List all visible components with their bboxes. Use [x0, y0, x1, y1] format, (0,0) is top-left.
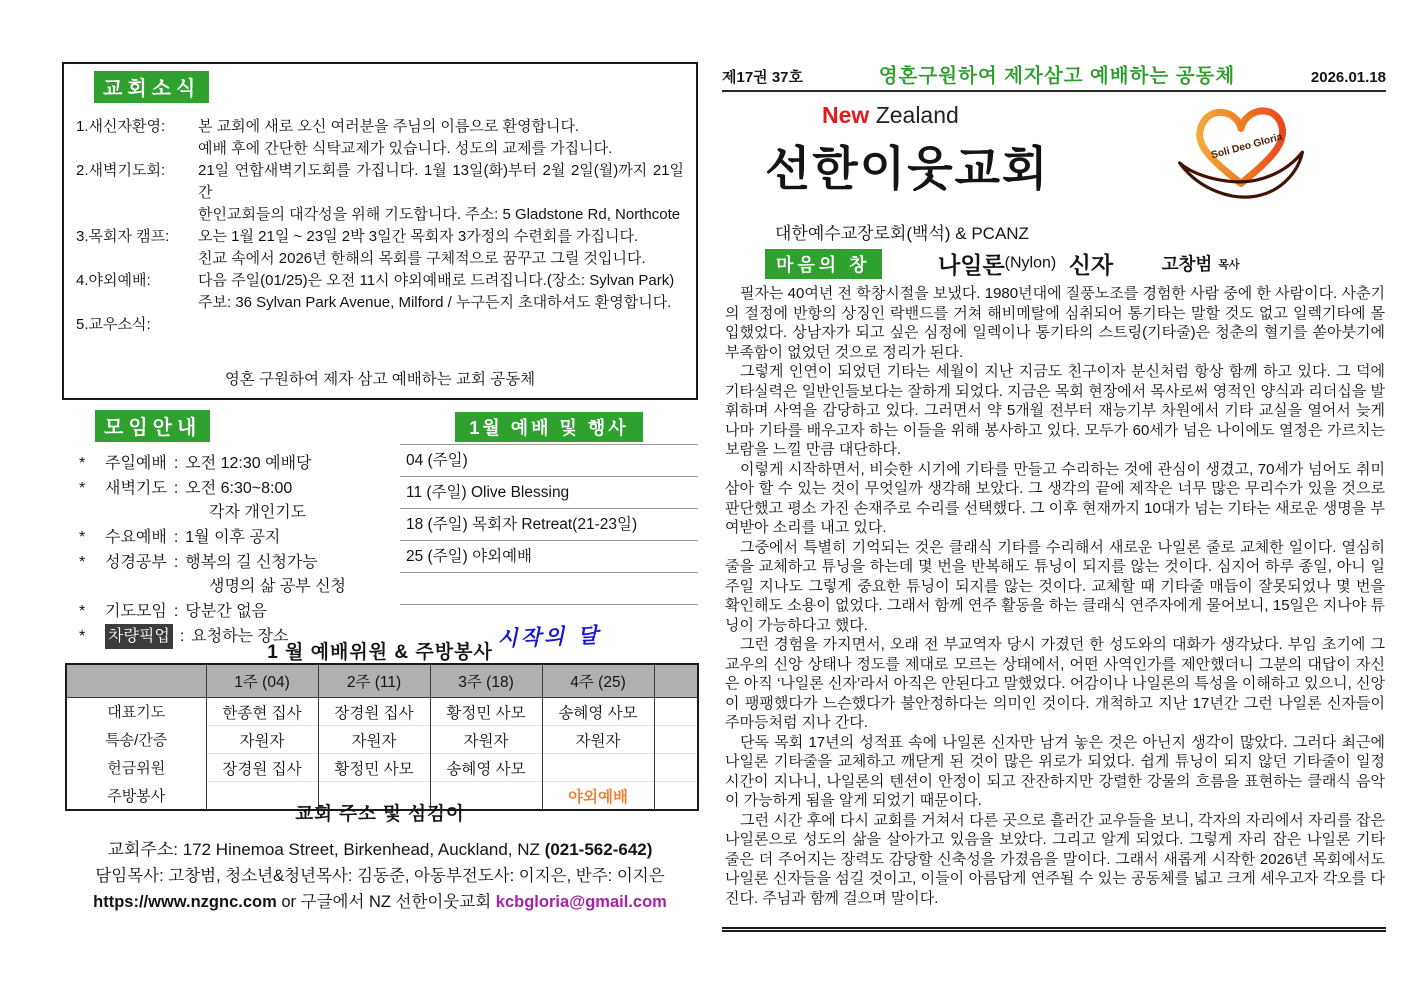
- web-line: [62, 889, 698, 915]
- masthead-header-row: [722, 60, 1386, 88]
- church-phone: (021-562-642): [544, 840, 653, 859]
- meeting-item: [75, 599, 405, 624]
- table-row: [66, 698, 698, 726]
- news-item: [76, 116, 684, 160]
- table-row: [66, 754, 698, 782]
- address-section-title: 교회 주소 및 섬김이: [295, 803, 465, 824]
- duty-header-cell: 1주 (04): [206, 664, 318, 698]
- church-name-title: 선한이웃교회: [765, 142, 1050, 195]
- column-title-paren: (Nylon): [1004, 254, 1057, 272]
- separator: :: [173, 455, 179, 472]
- duty-table: [65, 663, 699, 811]
- column-badge: 마음의 창: [765, 249, 882, 279]
- bullet: *: [79, 628, 86, 645]
- duty-cell: 한종현 집사: [206, 698, 318, 726]
- meeting-label-highlighted: 차량픽업: [105, 624, 173, 649]
- january-event-row: 18 (주일) 목회자 Retreat(21-23일): [400, 509, 698, 541]
- church-logo: [1172, 94, 1310, 206]
- news-item: [76, 226, 684, 270]
- meeting-value: 요청하는 장소: [191, 628, 289, 645]
- duty-row-label: 대표기도: [66, 698, 206, 726]
- duty-header-cell: [66, 664, 206, 698]
- column-title-main: 나일론: [938, 252, 1005, 278]
- hand-icon: [1180, 152, 1303, 197]
- bullet: *: [79, 455, 86, 472]
- news-item-line: 주보: 36 Sylvan Park Avenue, Milford / 누구든지 초대하셔도 환영합니다.: [198, 294, 672, 311]
- church-email-link[interactable]: kcbgloria@gmail.com: [495, 893, 667, 911]
- news-box-footer-motto: 영혼 구원하여 제자 삼고 예배하는 교회 공동체: [224, 371, 536, 388]
- column-title-row: [765, 247, 1240, 280]
- duty-cell: 자원자: [206, 726, 318, 754]
- separator: :: [173, 480, 179, 497]
- issue-number: 제17권 37호: [722, 69, 804, 86]
- meeting-label: 수요예배: [105, 529, 167, 546]
- meeting-item: [75, 451, 405, 476]
- column-article: [725, 284, 1385, 908]
- duty-header-cell: 4주 (25): [542, 664, 654, 698]
- duty-cell-empty: [654, 698, 698, 726]
- meeting-item: [75, 476, 405, 501]
- meeting-label: 기도모임: [105, 603, 167, 620]
- meeting-label: 성경공부: [105, 554, 167, 571]
- duty-row-label: 주방봉사: [66, 782, 206, 811]
- january-events-list: [400, 444, 698, 605]
- news-item-line: 다음 주일(01/25)은 오전 11시 야외예배로 드려집니다.(장소: Sylvan Park): [198, 272, 675, 289]
- masthead-country: [822, 102, 959, 129]
- church-news-title: 교회소식: [94, 71, 209, 103]
- table-row: [66, 726, 698, 754]
- separator: :: [179, 628, 185, 645]
- duty-cell: 송혜영 사모: [542, 698, 654, 726]
- duty-row-label: 특송/간증: [66, 726, 206, 754]
- duty-table-title: 1 월 예배위원 & 주방봉사: [267, 642, 493, 663]
- duty-cell: [542, 754, 654, 782]
- article-paragraph: 그런 경험을 가지면서, 오래 전 부교역자 당시 가졌던 한 성도와의 대화가 생각났다. 부임 초기에 그 교우의 신앙 상태나 정도를 제대로 모르는 상태에서, 어떤 사역인가를 제안했더니 그분의 대답이 자신은 아직 ‘나일론 신자’라서 아직은 안된다고 말했었다. 어감이나 나일론의 특성을 이해하고 있으니, 신앙이 팽팽했다가 느슨했다가 불안정하다는 의미인 것이다. 개척하고 지난 17년간 그런 나일론 신자들이 주마등처럼 지나 간다.: [725, 636, 1385, 731]
- masthead-new: New: [822, 102, 870, 128]
- news-item-label: 1.새신자환영:: [76, 118, 166, 135]
- bullet: *: [79, 554, 86, 571]
- article-paragraph: 이렇게 시작하면서, 비슷한 시기에 기타를 만들고 수리하는 것에 관심이 생겼고, 70세가 넘어도 취미 삼아 할 수 있는 것이 무엇일까 생각해 보았다. 그 생각의 끝에 제작은 너무 많은 무리수가 있을 것으로 판단했고 평소 가진 손재주로 수리를 선택했다. 그 이후 현재까지 10대가 넘는 기타는 새로운 생명을 부여받아 소리를 내고 있다.: [725, 460, 1385, 536]
- denomination-line: 대한예수교장로회(백석) & PCANZ: [775, 224, 1029, 243]
- meeting-value: 당분간 없음: [185, 603, 268, 620]
- news-item-label: 5.교우소식:: [76, 316, 151, 333]
- month-motto-handwriting: 시작의 달: [496, 622, 602, 651]
- duty-header-cell: 2주 (11): [318, 664, 430, 698]
- article-paragraph: 그중에서 특별히 기억되는 것은 클래식 기타를 수리해서 새로운 나일론 줄로 교체한 일이다. 열심히 줄을 교체하고 튜닝을 하는데 몇 번을 반복해도 튜닝이 되지를 않는 것이다. 심지어 하루 종일, 아니 일주일 지나도 그렇게 중요한 튜닝이 되지를 않는 것이다. 교체할 때 기타줄 매듭이 잘못되었나 몇 번을 확인해도 소용이 없었다. 그래서 함께 연주 활동을 하는 클래식 연주자에게 물어보니, 15일은 지나야 튜닝이 가능하다고 했다.: [725, 538, 1385, 634]
- meeting-value: 오전 12:30 예배당: [185, 455, 312, 472]
- meeting-value: 행복의 길 신청가능: [185, 554, 318, 571]
- duty-header-cell: 3주 (18): [430, 664, 542, 698]
- duty-cell-outdoor-service: 야외예배: [542, 782, 654, 811]
- news-item-label: 4.야외예배:: [76, 272, 151, 289]
- january-events-title: 1월 예배 및 행사: [455, 412, 642, 442]
- meeting-value-line2: 생명의 삶 공부 신청: [209, 578, 346, 595]
- duty-cell-empty: [654, 726, 698, 754]
- duty-cell: 송혜영 사모: [430, 754, 542, 782]
- news-item-line: 오는 1월 21일 ~ 23일 2박 3일간 목회자 3가정의 수련회를 가집니다.: [198, 228, 639, 245]
- header-divider: [722, 90, 1386, 92]
- author-title: 목사: [1218, 258, 1240, 271]
- separator: :: [173, 603, 179, 620]
- church-website-link[interactable]: https://www.nzgnc.com: [93, 893, 277, 911]
- article-paragraph: 그렇게 인연이 되었던 기타는 세월이 지난 지금도 친구이자 분신처럼 항상 함께 하고 있다. 그 덕에 기타실력은 일반인들보다는 잘하게 되었다. 지금은 목회 현장에서 목사로써 영적인 양식과 리더십을 발휘하며 사역을 감당하고 있다. 그러면서 약 5개월 전부터 재능기부 차원에서 기타 교실을 열어서 늦게나마 기타를 배우고자 하는 이들을 위해 봉사하고 있다. 모두가 60세가 넘은 나이에도 열정은 가르치는 보람을 느낄 만큼 대단하다.: [725, 363, 1385, 458]
- meeting-item: [75, 525, 405, 550]
- duty-cell: 황정민 사모: [430, 698, 542, 726]
- article-paragraph: 그런 시간 후에 다시 교회를 거쳐서 다른 곳으로 흘러간 교우들을 보니, 각자의 자리에서 자리를 잡은 나일론으로 성도의 삶을 살아가고 있음을 보았다. 그리고 알게 되었다. 그렇게 자리 잡은 나일론 기타 줄은 더 주어지는 장력도 감당할 신축성을 가졌음을 말이다. 그래서 새롭게 시작한 2026년 목회에서도 나일론 신자들을 섬길 것이고, 이들이 아름답게 연주될 수 있는 공동체를 넓고 크게 세우고자 각오를 다진다. 주님과 함께 걸으며 말이다.: [725, 811, 1385, 907]
- church-news-list: [76, 116, 684, 336]
- news-item-line: 21일 연합새벽기도회를 가집니다. 1월 13일(화)부터 2월 2일(월)까지 21일간: [198, 162, 684, 201]
- author-name: 고창범: [1161, 254, 1213, 274]
- meetings-section: [75, 410, 405, 649]
- news-item: [76, 314, 684, 336]
- duty-cell: 장경원 집사: [206, 754, 318, 782]
- church-news-box: [62, 62, 698, 400]
- duty-cell-empty: [654, 754, 698, 782]
- bullet: *: [79, 480, 86, 497]
- meeting-value: 오전 6:30~8:00: [185, 480, 293, 497]
- duty-header-cell: [654, 664, 698, 698]
- article-paragraph: 단독 목회 17년의 성적표 속에 나일론 신자만 남겨 놓은 것은 아닌지 생각이 많았다. 그러다 최근에 나일론 기타줄을 교체하고 깨닫게 된 것이 많은 위로가 되었다. 쉽게 튜닝이 되지 않던 기타줄이 일정 시간이 지나니, 나일론의 텐션이 안정이 되고 잔잔하지만 강렬한 강물의 흐름을 표현하는 클래식 음악이 가능하게 됨을 알게 되었기 때문이다.: [725, 733, 1385, 809]
- article-paragraph: 필자는 40여년 전 학창시절을 보냈다. 1980년대에 질풍노조를 경험한 사람 중에 한 사람이다. 사춘기의 절정에 반항의 상징인 락밴드를 거쳐 해비메탈에 심취되어 통기타는 말할 것도 없고 일렉기타에 몰입했었다. 상남자가 되고 싶은 심정에 일렉이나 통기타의 스트링(기타줄)은 청춘의 혈기를 쏟아붓기에 부족함이 없었던 것으로 정리가 된다.: [725, 285, 1385, 361]
- news-item: [76, 160, 684, 226]
- address-line: [62, 837, 698, 863]
- duty-cell: 황정민 사모: [318, 754, 430, 782]
- duty-row-label: 헌금위원: [66, 754, 206, 782]
- news-item-line: 본 교회에 새로 오신 여러분을 주님의 이름으로 환영합니다.: [198, 118, 580, 135]
- web-line-text: or 구글에서 NZ 선한이웃교회: [281, 893, 492, 911]
- separator: :: [173, 529, 179, 546]
- january-event-row: 11 (주일) Olive Blessing: [400, 477, 698, 509]
- bullet: *: [79, 603, 86, 620]
- church-street-address: 교회주소: 172 Hinemoa Street, Birkenhead, Auckland, NZ: [107, 840, 540, 859]
- duty-cell: 장경원 집사: [318, 698, 430, 726]
- meeting-value-line2: 각자 개인기도: [209, 504, 307, 521]
- news-item-label: 3.목회자 캠프:: [76, 228, 170, 245]
- news-item-label: 2.새벽기도회:: [76, 162, 166, 179]
- bulletin-date: 2026.01.18: [1310, 69, 1386, 86]
- january-event-row: 25 (주일) 야외예배: [400, 541, 698, 573]
- january-event-row: 04 (주일): [400, 445, 698, 477]
- staff-line: 담임목사: 고창범, 청소년&청년목사: 김동준, 아동부전도사: 이지은, 반주: 이지은: [95, 867, 665, 885]
- logo-text: Soli Deo Gloria: [1210, 131, 1284, 162]
- meeting-value: 1월 이후 공지: [185, 529, 281, 546]
- duty-cell: 자원자: [542, 726, 654, 754]
- church-address-section: [62, 800, 698, 915]
- column-title-tail: 신자: [1068, 252, 1114, 278]
- meeting-label: 주일예배: [105, 455, 167, 472]
- meetings-list: [75, 451, 405, 649]
- masthead-zealand: Zealand: [875, 102, 959, 128]
- january-event-row-empty: [400, 573, 698, 605]
- news-item: [76, 270, 684, 314]
- news-item-line: 예배 후에 간단한 식탁교제가 있습니다. 성도의 교제를 가집니다.: [198, 140, 613, 157]
- bullet: *: [79, 529, 86, 546]
- meeting-item: [75, 550, 405, 575]
- meetings-title: 모임안내: [95, 410, 210, 442]
- january-events-section: [400, 412, 698, 651]
- church-motto: 영혼구원하여 제자삼고 예배하는 공동체: [878, 65, 1236, 87]
- news-item-line: 한인교회들의 대각성을 위해 기도합니다. 주소: 5 Gladstone Rd, Northcote: [198, 206, 681, 223]
- duty-table-header-row: [66, 664, 698, 698]
- duty-cell: 자원자: [318, 726, 430, 754]
- duty-cell: 자원자: [430, 726, 542, 754]
- news-item-line: 친교 속에서 2026년 한해의 목회를 구체적으로 꿈꾸고 그릴 것입니다.: [198, 250, 646, 267]
- meeting-label: 새벽기도: [105, 480, 167, 497]
- article-bottom-divider: [722, 927, 1386, 932]
- separator: :: [173, 554, 179, 571]
